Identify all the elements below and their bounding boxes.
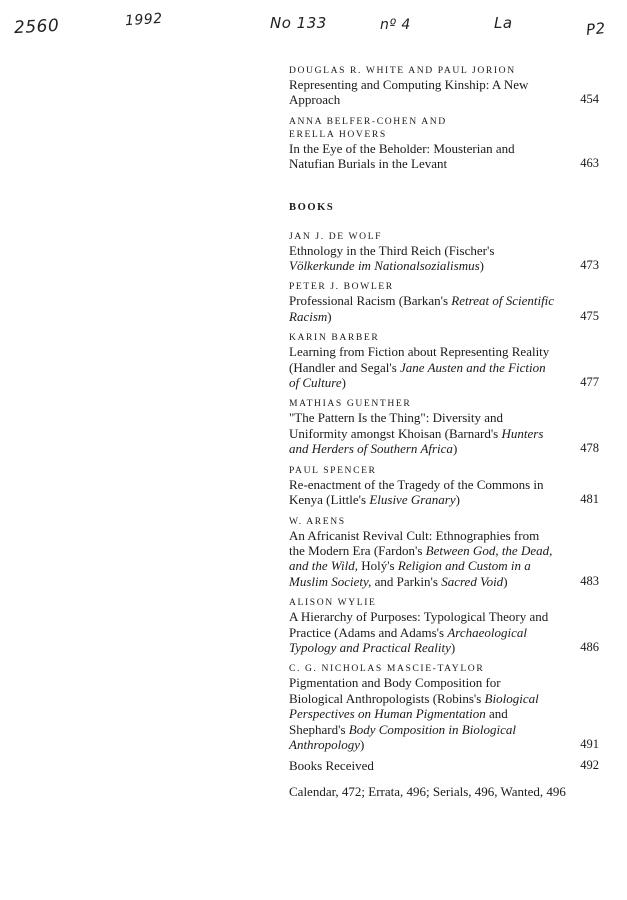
- handwritten-mark-3: No 133: [270, 14, 327, 32]
- entry-title-text: ): [341, 375, 346, 391]
- entry-author: KARIN BARBER: [289, 332, 380, 344]
- entry-title-text: ): [455, 492, 460, 508]
- entry-page-number: 454: [580, 92, 599, 107]
- articles-list: [289, 64, 599, 172]
- entry-title-italic: Völkerkunde im Nationalsozialismus: [289, 258, 480, 274]
- entry-title-italic: Between God, the Dead, and the Wild,: [289, 542, 553, 574]
- toc-entry: [289, 596, 599, 655]
- entry-title-text: Pigmentation and Body Composition for Biological Anthropologists (Robins's: [289, 675, 501, 706]
- entry-title-text: In the Eye of the Beholder: Mousterian and Natufian Burials in the Levant: [289, 140, 515, 172]
- entry-page-number: 478: [580, 441, 599, 456]
- entry-title-italic: Sacred Void: [441, 573, 504, 589]
- entry-title-italic: Jane Austen and the Fiction of Culture: [289, 359, 546, 391]
- entry-title-text: ): [452, 441, 458, 457]
- entry-author: MATHIAS GUENTHER: [289, 398, 412, 410]
- entry-author: ERELLA HOVERS: [289, 128, 387, 140]
- entry-title: [289, 477, 599, 508]
- entry-author: JAN J. DE WOLF: [289, 230, 383, 242]
- books-received-entry: [289, 758, 599, 773]
- entry-title-text: Representing and Computing Kinship: A New Approach: [289, 77, 529, 108]
- entry-title-text: ): [327, 308, 332, 324]
- handwritten-mark-5: La: [494, 14, 513, 32]
- entry-author: PETER J. BOWLER: [289, 281, 394, 293]
- entry-title: [289, 609, 599, 655]
- entry-title-italic: Hunters and Herders of Southern Africa: [289, 425, 544, 457]
- toc-entry: [289, 64, 599, 108]
- entry-author: W. ARENS: [289, 515, 346, 527]
- entry-title-text: ): [450, 639, 456, 655]
- entry-page-number: 473: [580, 258, 599, 273]
- entry-title-text: "The Pattern Is the Thing": Diversity and Uniformity amongst Khoisan (Barnard's: [289, 410, 503, 441]
- entry-title: [289, 675, 599, 752]
- toc-entry: [289, 397, 599, 456]
- entry-title-italic: Retreat of Scientific Racism: [289, 293, 555, 324]
- entry-title-text: Re-enactment of the Tragedy of the Commons in Kenya (Little's: [289, 476, 544, 508]
- toc-entry: [289, 662, 599, 752]
- table-of-contents: [289, 64, 599, 799]
- handwritten-mark-2: 1992: [124, 10, 164, 30]
- toc-entry: [289, 515, 599, 590]
- entry-page-number: 481: [580, 492, 599, 507]
- handwritten-mark-1: 2560: [13, 15, 60, 39]
- entry-title-text: Holý's: [357, 558, 398, 574]
- entry-title: [289, 141, 599, 172]
- books-heading: BOOKS: [289, 201, 335, 213]
- entry-title-text: An Africanist Revival Cult: Ethnographies from the Modern Era (Fardon's: [289, 527, 540, 558]
- entry-title-italic: Elusive Granary: [369, 492, 456, 508]
- entry-author: C. G. NICHOLAS MASCIE-TAYLOR: [289, 663, 485, 675]
- entry-title-text: ): [479, 258, 485, 274]
- entry-title-italic: Biological Perspectives on Human Pigmentation: [289, 690, 539, 722]
- toc-entry: [289, 115, 599, 172]
- entry-title-italic: Body Composition in Biological Anthropology: [289, 721, 516, 752]
- entry-page-number: 477: [580, 375, 599, 390]
- entry-title-text: and Shephard's: [289, 706, 508, 737]
- entry-title: [289, 243, 599, 274]
- entry-title: [289, 344, 599, 390]
- entry-title-text: Professional Racism (Barkan's: [289, 293, 452, 309]
- toc-entry: [289, 280, 599, 324]
- entry-author: PAUL SPENCER: [289, 464, 377, 476]
- entry-page-number: 475: [580, 308, 599, 323]
- entry-title-text: A Hierarchy of Purposes: Typological Theory and Practice (Adams and Adams's: [289, 609, 549, 640]
- entry-title-text: ): [360, 736, 365, 752]
- books-list: [289, 230, 599, 753]
- entry-page-number: 483: [580, 573, 599, 588]
- entry-title: [289, 293, 599, 324]
- entry-title-italic: Archaeological Typology and Practical Reality: [289, 624, 527, 655]
- entry-title-text: Ethnology in the Third Reich (Fischer's: [289, 242, 495, 258]
- entry-title: [289, 528, 599, 590]
- books-received-label: Books Received: [289, 758, 374, 774]
- entry-title: [289, 77, 599, 108]
- footer-index-line: Calendar, 472; Errata, 496; Serials, 496, Wanted, 496: [289, 783, 566, 799]
- entry-title-text: Learning from Fiction about Representing Reality (Handler and Segal's: [289, 344, 550, 375]
- entry-page-number: 463: [580, 156, 599, 171]
- entry-title: [289, 410, 599, 456]
- toc-entry: [289, 464, 599, 508]
- entry-author: DOUGLAS R. WHITE AND PAUL JORION: [289, 65, 516, 76]
- entry-title-text: and Parkin's: [371, 573, 442, 589]
- books-received-page: 492: [580, 758, 599, 773]
- entry-page-number: 486: [580, 639, 599, 654]
- entry-author: ANNA BELFER-COHEN AND: [289, 115, 447, 127]
- handwritten-mark-4: nº 4: [380, 17, 411, 33]
- entry-title-italic: Religion and Custom in a Muslim Society,: [289, 558, 531, 589]
- entry-title-text: ): [503, 573, 508, 589]
- handwritten-mark-6: P2: [585, 19, 607, 39]
- entry-author: ALISON WYLIE: [289, 597, 377, 609]
- entry-page-number: 491: [580, 736, 599, 751]
- toc-entry: [289, 230, 599, 274]
- toc-entry: [289, 331, 599, 390]
